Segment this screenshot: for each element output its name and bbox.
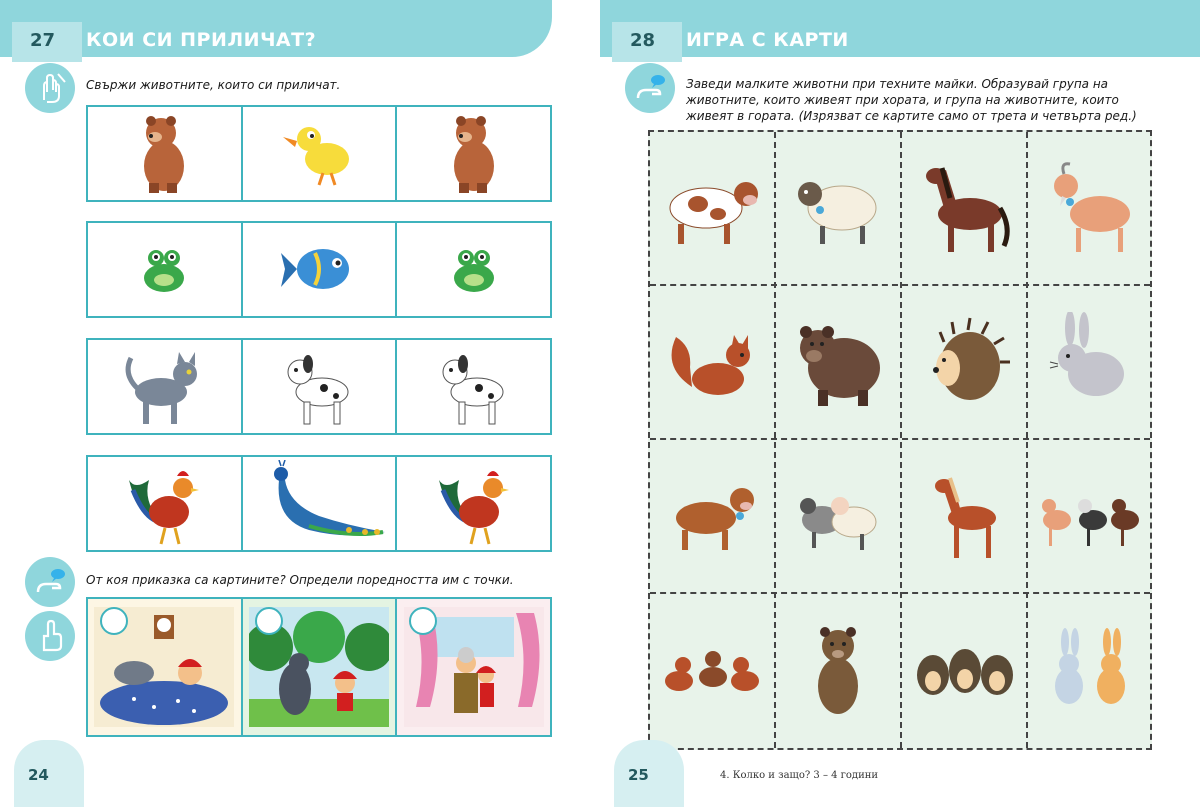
card-bear[interactable] [88,107,243,200]
right-page [600,0,1200,807]
pointing-hand-icon [25,611,75,661]
draw-line-icon [25,63,75,113]
card-frog[interactable] [88,223,243,316]
card-cow[interactable] [650,132,774,284]
tale-scenes-row [86,597,552,737]
instruction-card-game: Заведи малките животни при техните майки. Образувай група на животните, които живеят при хората, и група на животните, които живеят в гората. (Изрязват се картите само от трета и четвърта ред.) [686,77,1137,123]
baby-hedgehogs-icon [909,631,1019,711]
lesson-title: ИГРА С КАРТИ [686,29,849,51]
card-bear[interactable] [397,107,550,200]
rooster-icon [429,460,519,548]
calf-icon [662,476,762,556]
frog-icon [444,240,504,300]
baby-rabbits-icon [1035,626,1145,716]
tale-scene-3[interactable] [397,599,550,735]
card-grid [648,130,1152,750]
card-dog[interactable] [243,340,398,433]
instruction-connect: Свържи животните, които си приличат. [86,78,341,92]
card-cat[interactable] [88,340,243,433]
match-row-3 [86,338,552,435]
lesson-number: 28 [630,30,656,51]
card-baby-hedgehogs[interactable] [902,594,1026,748]
speech-hand-icon [625,63,675,113]
card-hedgehog[interactable] [902,286,1026,438]
book-footer: 4. Колко и защо? 3 – 4 години [720,770,879,781]
card-bear[interactable] [776,286,900,438]
duck-icon [279,119,359,189]
card-fish[interactable] [243,223,398,316]
lesson-title: КОИ СИ ПРИЛИЧАТ? [86,29,317,51]
hand-decoration [614,740,684,807]
bear-icon [439,111,509,196]
peacock-icon [249,460,389,548]
frog-icon [134,240,194,300]
order-circle[interactable] [100,607,128,635]
match-row-2 [86,221,552,318]
card-rooster[interactable] [88,457,243,550]
rooster-icon [119,460,209,548]
lesson-number: 27 [30,30,56,51]
card-bear-cub[interactable] [776,594,900,748]
card-frog[interactable] [397,223,550,316]
card-peacock[interactable] [243,457,398,550]
cow-icon [662,168,762,248]
card-baby-squirrels[interactable] [650,594,774,748]
rabbit-icon [1040,312,1140,412]
match-row-1 [86,105,552,202]
card-calf[interactable] [650,440,774,592]
card-sheep[interactable] [776,132,900,284]
goat-icon [1040,158,1140,258]
card-horse[interactable] [902,132,1026,284]
horse-icon [914,158,1014,258]
bear-cub-icon [803,616,873,726]
dog-icon [274,344,364,429]
page-number: 24 [28,766,49,784]
tale-scene-2[interactable] [243,599,398,735]
kids-icon [1035,476,1145,556]
bear-icon [788,312,888,412]
card-baby-rabbits[interactable] [1028,594,1152,748]
card-foal[interactable] [902,440,1026,592]
page-number: 25 [628,766,649,784]
squirrel-icon [662,317,762,407]
cat-icon [119,344,209,429]
sheep-icon [788,168,888,248]
card-lambs[interactable] [776,440,900,592]
card-goat[interactable] [1028,132,1152,284]
instruction-tale-order: От коя приказка са картините? Определи поредността им с точки. [86,573,514,587]
speech-hand-icon [25,557,75,607]
tale-scene-1[interactable] [88,599,243,735]
card-rooster[interactable] [397,457,550,550]
baby-squirrels-icon [657,631,767,711]
hand-decoration [14,740,84,807]
card-duck[interactable] [243,107,398,200]
fish-icon [279,235,359,305]
card-dog[interactable] [397,340,550,433]
card-squirrel[interactable] [650,286,774,438]
dog-icon [429,344,519,429]
hedgehog-icon [914,312,1014,412]
lambs-icon [788,476,888,556]
order-circle[interactable] [255,607,283,635]
bear-icon [129,111,199,196]
card-kids[interactable] [1028,440,1152,592]
match-row-4 [86,455,552,552]
card-rabbit[interactable] [1028,286,1152,438]
foal-icon [914,466,1014,566]
